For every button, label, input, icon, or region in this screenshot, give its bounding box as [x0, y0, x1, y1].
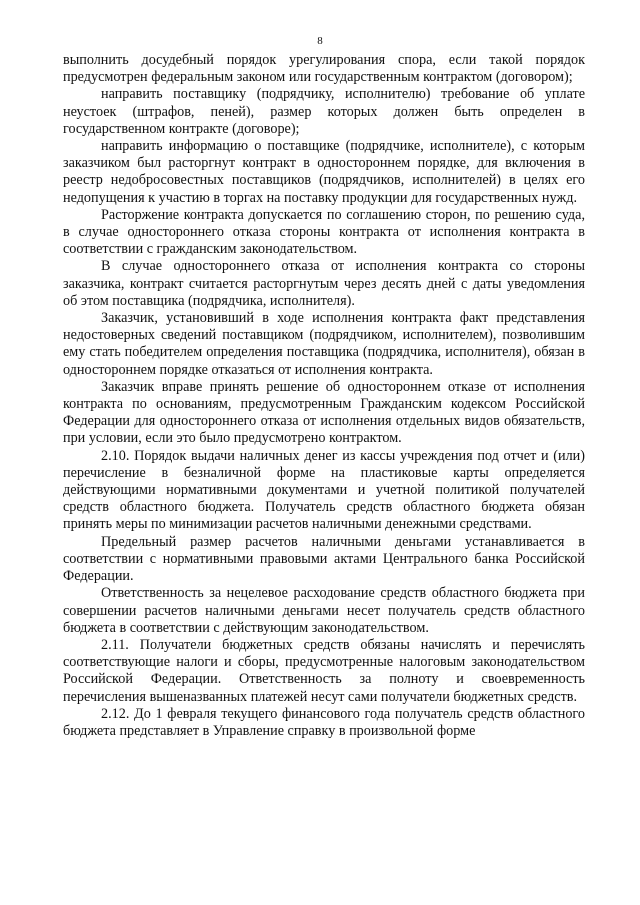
paragraph-cash-limit: Предельный размер расчетов наличными деньгами устанавливается в соответствии с нормативными правовыми актами Центрального банка Российской Федерации. [63, 533, 585, 585]
paragraph-penalty-claim: направить поставщику (подрядчику, исполнителю) требование об уплате неустоек (штрафов, пеней), размер которых должен быть определен в государственном контракте (договоре); [63, 86, 585, 137]
paragraph-contract-termination: Расторжение контракта допускается по соглашению сторон, по решению суда, в случае одностороннего отказа стороны контракта от исполнения контракта в соответствии с гражданским законодательством. [63, 206, 585, 258]
paragraph-misuse-responsibility: Ответственность за нецелевое расходование средств областного бюджета при совершении расчетов наличными деньгами несет получатель средств областного бюджета в соответствии с действующим законодательством. [63, 585, 585, 636]
paragraph-unfair-suppliers-register: направить информацию о поставщике (подрядчике, исполнителе), с которым заказчиком был расторгнут контракт в одностороннем порядке, для включения в реестр недобросовестных поставщиков (подрядчиков, исполнителей) в целях его недопущения к участию в торгах на поставку продукции для государственных нужд. [63, 138, 585, 206]
paragraph-civil-code-refusal: Заказчик вправе принять решение об одностороннем отказе от исполнения контракта по основаниям, предусмотренным Гражданским кодексом Российской Федерации для одностороннего отказа от исполнения отдельных видов обязательств, при условии, если это было предусмотрено контрактом. [63, 378, 585, 447]
paragraph-2-11-taxes: 2.11. Получатели бюджетных средств обязаны начислять и перечислять соответствующие налоги и сборы, предусмотренные налоговым законодательством Российской Федерации. Ответственность за полноту и своевременность перечисления вышеназванных платежей несут сами получатели бюджетных средств. [63, 636, 585, 705]
paragraph-2-10-cash-issuance: 2.10. Порядок выдачи наличных денег из кассы учреждения под отчет и (или) перечисление в безналичной форме на пластиковые карты определяется действующими нормативными документами и учетной политикой получателей средств областного бюджета. Получатель средств областного бюджета обязан принять меры по минимизации расчетов наличными денежными средствами. [63, 447, 585, 533]
paragraph-pretrial-procedure: выполнить досудебный порядок урегулирования спора, если такой порядок предусмотрен федеральным законом или государственным контрактом (договором); [63, 52, 585, 86]
paragraph-false-information: Заказчик, установивший в ходе исполнения контракта факт представления недостоверных сведений поставщиком (подрядчиком, исполнителем), позволившим ему стать победителем определения поставщика (подрядчика, исполнителя), обязан в одностороннем порядке отказаться от исполнения контракта. [63, 310, 585, 378]
paragraph-2-12-annual-report: 2.12. До 1 февраля текущего финансового года получатель средств областного бюджета представляет в Управление справку в произвольной форме [63, 705, 585, 739]
document-body [63, 52, 585, 740]
paragraph-unilateral-refusal: В случае одностороннего отказа от исполнения контракта со стороны заказчика, контракт считается расторгнутым через десять дней с даты уведомления об этом поставщика (подрядчика, исполнителя). [63, 258, 585, 309]
page-number: 8 [317, 35, 323, 47]
